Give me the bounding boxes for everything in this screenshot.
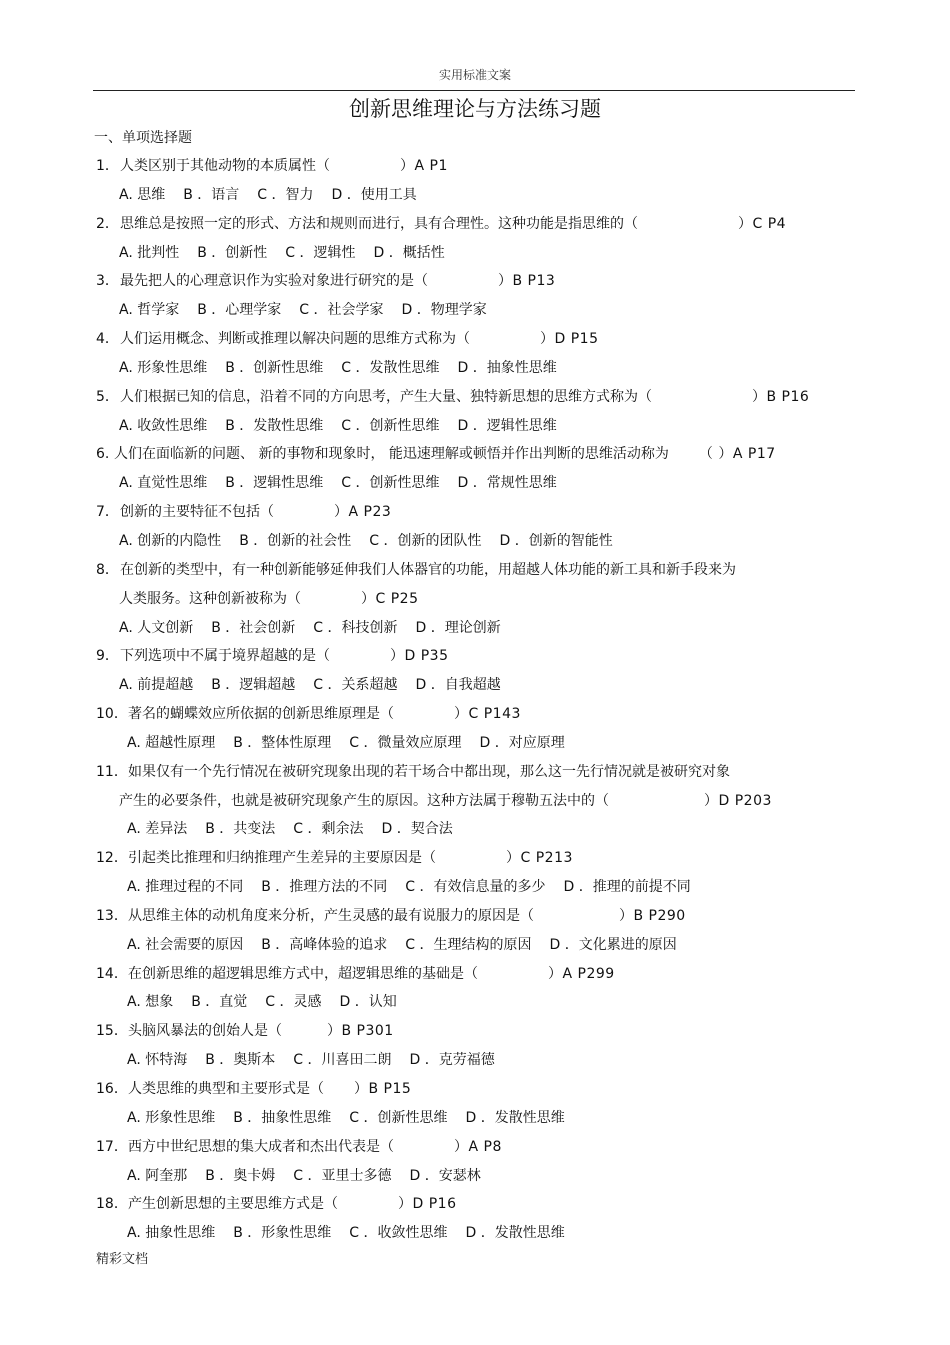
question-number: 18． — [96, 1196, 128, 1213]
option-item: B ．奥卡姆 — [205, 1167, 276, 1184]
question-number: 8． — [96, 561, 119, 578]
option-row — [94, 671, 854, 700]
option-row — [94, 729, 854, 758]
option-item: D ．发散性思维 — [465, 1225, 565, 1242]
question-number: 2． — [96, 215, 119, 232]
option-item: A. 想象 — [127, 994, 174, 1011]
question-text: 人们根据已知的信息，沿着不同的方向思考，产生大量、独特新思想的思维方式称为（ — [120, 388, 652, 405]
question-number: 13． — [96, 907, 128, 924]
option-item: C ．创新性思维 — [341, 417, 440, 434]
page-header: 实用标准文案 — [438, 68, 511, 82]
answer-key: ）D P15 — [540, 331, 599, 348]
question-number: 4． — [96, 331, 119, 348]
option-item: C ．生理结构的原因 — [405, 936, 532, 953]
option-row — [94, 873, 854, 902]
option-row — [94, 1162, 854, 1191]
option-item: D ．逻辑性思维 — [457, 417, 557, 434]
option-row — [94, 1046, 854, 1075]
option-item: D ．发散性思维 — [465, 1109, 565, 1126]
question-text: 著名的蝴蝶效应所依据的创新思维原理是（ — [128, 706, 394, 723]
answer-key: ）A P299 — [548, 965, 615, 982]
answer-key: ）B P13 — [498, 273, 556, 290]
question-text: 在创新思维的超逻辑思维方式中，超逻辑思维的基础是（ — [128, 965, 478, 982]
answer-key: ）B P290 — [619, 907, 686, 924]
answer-key: ）C P213 — [506, 850, 573, 867]
question-stem — [94, 556, 854, 585]
option-row — [94, 1104, 854, 1133]
question-text: 引起类比推理和归纳推理产生差异的主要原因是（ — [128, 850, 436, 867]
question-stem — [94, 210, 854, 239]
question-text: 人类区别于其他动物的本质属性（ — [120, 158, 330, 174]
option-item: A. 形象性思维 — [119, 359, 208, 376]
option-item: C ．灵感 — [265, 994, 322, 1011]
option-item: A. 推理过程的不同 — [127, 879, 244, 896]
option-item: D ．理论创新 — [415, 619, 501, 636]
option-row — [94, 527, 854, 556]
option-item: D ．文化累进的原因 — [549, 936, 677, 953]
document-title: 创新思维理论与方法练习题 — [349, 97, 601, 121]
option-row — [94, 1219, 854, 1248]
question-number: 6. — [96, 446, 110, 463]
question-stem — [94, 1017, 854, 1046]
option-item: C ．关系超越 — [313, 677, 398, 694]
option-item: D ．认知 — [339, 994, 397, 1011]
question-stem — [94, 383, 854, 412]
option-row — [94, 354, 854, 383]
option-row — [94, 296, 854, 325]
option-item: D ．克劳福德 — [409, 1052, 495, 1069]
question-text: 最先把人的心理意识作为实验对象进行研究的是（ — [120, 273, 428, 290]
question-number: 3． — [96, 273, 119, 290]
option-item: D ．契合法 — [381, 821, 453, 838]
question-stem — [94, 267, 854, 296]
question-text: 思维总是按照一定的形式、方法和规则而进行，具有合理性。这种功能是指思维的（ — [120, 215, 638, 232]
question-text: 头脑风暴法的创始人是（ — [128, 1023, 282, 1040]
option-item: B ．语言 — [183, 186, 240, 203]
question-stem — [94, 498, 854, 527]
option-item: D ．对应原理 — [479, 734, 565, 751]
question-stem — [94, 844, 854, 873]
option-item: A. 批判性 — [119, 244, 180, 261]
option-item: D ．使用工具 — [331, 186, 417, 203]
answer-key: ）B P15 — [354, 1081, 412, 1097]
option-item: B ．形象性思维 — [233, 1225, 332, 1242]
question-stem — [94, 1075, 854, 1104]
option-item: C ．微量效应原理 — [349, 734, 462, 751]
option-item: B ．奥斯本 — [205, 1052, 276, 1069]
question-number: 11． — [96, 763, 128, 780]
option-row — [94, 614, 854, 643]
question-list — [94, 152, 854, 1248]
option-item: B ．创新性 — [197, 244, 268, 261]
option-row — [94, 988, 854, 1017]
question-stem — [94, 700, 854, 729]
option-item: C ．创新性思维 — [341, 475, 440, 492]
option-item: A. 怀特海 — [127, 1052, 188, 1069]
question-text: 人类思维的典型和主要形式是（ — [128, 1081, 324, 1097]
answer-key: ）D P203 — [704, 792, 772, 809]
question-text: 如果仅有一个先行情况在被研究现象出现的若干场合中都出现，那么这一先行情况就是被研究对象 — [128, 763, 730, 780]
option-item: D ．创新的智能性 — [499, 532, 613, 549]
option-item: A. 差异法 — [127, 821, 188, 838]
question-stem — [94, 1190, 854, 1219]
question-text: 创新的主要特征不包括（ — [120, 504, 274, 521]
answer-key: ）B P16 — [752, 388, 810, 405]
question-text: 下列选项中不属于境界超越的是（ — [120, 648, 330, 665]
question-stem — [94, 902, 854, 931]
option-item: A. 社会需要的原因 — [127, 936, 244, 953]
answer-key: ）C P143 — [454, 706, 521, 723]
question-number: 15． — [96, 1023, 128, 1040]
option-item: D ．概括性 — [373, 244, 445, 261]
question-number: 12． — [96, 850, 128, 867]
question-number: 9． — [96, 648, 119, 665]
answer-key: ）A P8 — [454, 1138, 502, 1155]
question-stem — [94, 960, 854, 989]
question-text: 从思维主体的动机角度来分析，产生灵感的最有说服力的原因是（ — [128, 907, 534, 924]
option-item: B ．心理学家 — [197, 302, 282, 319]
answer-key: （ ）A P17 — [698, 446, 776, 463]
option-item: B ．抽象性思维 — [233, 1109, 332, 1126]
option-row — [94, 815, 854, 844]
page-footer: 精彩文档 — [96, 1252, 149, 1267]
question-text: 人类服务。这种创新被称为（ — [119, 590, 301, 607]
option-row — [94, 931, 854, 960]
option-item: C ．社会学家 — [299, 302, 384, 319]
option-item: C ．剩余法 — [293, 821, 364, 838]
option-row — [94, 412, 854, 441]
option-item: A. 哲学家 — [119, 302, 180, 319]
question-number: 10． — [96, 706, 128, 723]
option-item: D ．自我超越 — [415, 677, 501, 694]
option-item: C ．有效信息量的多少 — [405, 879, 546, 896]
answer-key: ）D P16 — [398, 1196, 457, 1213]
option-item: A. 思维 — [119, 186, 166, 203]
question-stem-continued — [94, 585, 854, 614]
option-item: C ．逻辑性 — [285, 244, 356, 261]
option-item: A. 收敛性思维 — [119, 417, 208, 434]
question-text: 在创新的类型中，有一种创新能够延伸我们人体器官的功能，用超越人体功能的新工具和新手段来为 — [120, 561, 736, 578]
option-row — [94, 469, 854, 498]
option-item: B ．创新的社会性 — [239, 532, 352, 549]
option-item: B ．共变法 — [205, 821, 276, 838]
option-item: B ．社会创新 — [211, 619, 296, 636]
option-item: C ．智力 — [257, 186, 314, 203]
question-stem — [94, 1133, 854, 1162]
option-item: B ．发散性思维 — [225, 417, 324, 434]
answer-key: ）C P25 — [361, 590, 419, 607]
question-number: 7． — [96, 504, 119, 521]
option-item: D ．安瑟林 — [409, 1167, 481, 1184]
option-item: A. 阿奎那 — [127, 1167, 188, 1184]
option-item: C ．创新性思维 — [349, 1109, 448, 1126]
option-item: A. 人文创新 — [119, 619, 194, 636]
option-item: A. 形象性思维 — [127, 1109, 216, 1126]
option-item: B ．创新性思维 — [225, 359, 324, 376]
question-text: 人们在面临新的问题、 新的事物和现象时， 能迅速理解或顿悟并作出判断的思维活动称为 — [114, 446, 669, 463]
option-item: C ．科技创新 — [313, 619, 398, 636]
option-item: B ．整体性原理 — [233, 734, 332, 751]
question-text: 产生创新思想的主要思维方式是（ — [128, 1196, 338, 1213]
question-number: 17． — [96, 1138, 128, 1155]
option-item: C ．收敛性思维 — [349, 1225, 448, 1242]
answer-key: ）A P1 — [400, 158, 448, 174]
option-item: C ．川喜田二朗 — [293, 1052, 392, 1069]
answer-key: ）B P301 — [327, 1023, 394, 1040]
option-item: D ．物理学家 — [401, 302, 487, 319]
option-item: B ．逻辑性思维 — [225, 475, 324, 492]
question-stem — [94, 325, 854, 354]
option-item: A. 抽象性思维 — [127, 1225, 216, 1242]
option-item: B ．高峰体验的追求 — [261, 936, 388, 953]
option-item: C ．亚里士多德 — [293, 1167, 392, 1184]
question-number: 16． — [96, 1081, 128, 1097]
question-number: 1． — [96, 158, 119, 174]
option-item: B ．逻辑超越 — [211, 677, 296, 694]
option-item: B ．推理方法的不同 — [261, 879, 388, 896]
option-item: A. 直觉性思维 — [119, 475, 208, 492]
option-item: D ．常规性思维 — [457, 475, 557, 492]
option-item: A. 前提超越 — [119, 677, 194, 694]
question-stem-continued — [94, 787, 854, 816]
question-stem — [94, 758, 854, 787]
option-item: B ．直觉 — [191, 994, 248, 1011]
question-number: 14． — [96, 965, 128, 982]
option-item: D ．抽象性思维 — [457, 359, 557, 376]
option-item: A. 超越性原理 — [127, 734, 216, 751]
question-number: 5． — [96, 388, 119, 405]
question-stem — [94, 440, 854, 469]
option-row — [94, 239, 854, 268]
option-row — [94, 181, 854, 210]
question-stem — [94, 152, 854, 181]
section-title: 一、单项选择题 — [94, 130, 192, 146]
option-item: C ．发散性思维 — [341, 359, 440, 376]
question-text: 产生的必要条件，也就是被研究现象产生的原因。这种方法属于穆勒五法中的（ — [119, 792, 609, 809]
option-item: D ．推理的前提不同 — [563, 879, 691, 896]
option-item: C ．创新的团队性 — [369, 532, 482, 549]
option-item: A. 创新的内隐性 — [119, 532, 222, 549]
question-text: 西方中世纪思想的集大成者和杰出代表是（ — [128, 1138, 394, 1155]
answer-key: ）A P23 — [334, 504, 392, 521]
answer-key: ）D P35 — [390, 648, 449, 665]
question-text: 人们运用概念、判断或推理以解决问题的思维方式称为（ — [120, 331, 470, 348]
question-stem — [94, 642, 854, 671]
answer-key: ）C P4 — [738, 215, 787, 232]
header-rule — [93, 90, 855, 91]
